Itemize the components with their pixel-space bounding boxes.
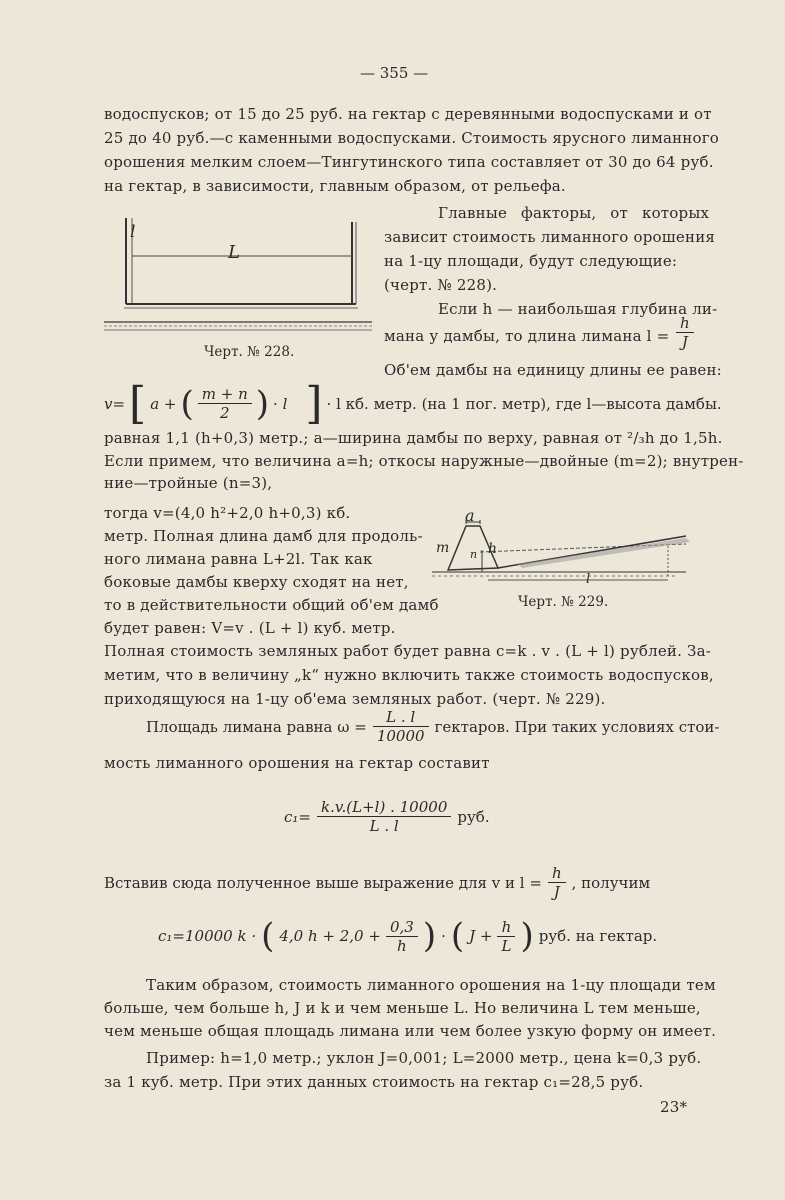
- fraction-denominator: L . l: [369, 817, 399, 835]
- text-line: мость лиманного орошения на гектар составит: [104, 754, 490, 772]
- formula-a: a +: [150, 394, 177, 413]
- page-number: — 355 —: [360, 64, 429, 82]
- figure-229-caption: Черт. № 229.: [518, 594, 609, 610]
- figure-228-caption: Черт. № 228.: [204, 344, 295, 360]
- text-line: Если примем, что величина a=h; откосы наружные—двойные (m=2); внутрен-: [104, 452, 744, 470]
- text-line: Об'ем дамбы на единицу длины ее равен:: [384, 361, 722, 379]
- text-line: , получим: [571, 873, 651, 892]
- formula-lhs: c₁=10000 k ·: [158, 927, 257, 945]
- text-line: за 1 куб. метр. При этих данных стоимость на гектар c₁=28,5 руб.: [104, 1073, 644, 1091]
- formula-final-cost: c₁=10000 k · ( 4,0 h + 2,0 + $\frac{0,3}{h}$ ) · ( J + $\frac{h}{L}$ ) руб. на гектар.: [158, 916, 658, 956]
- text-line: Площадь лимана равна ω =: [146, 717, 367, 736]
- fraction-numerator: h: [548, 864, 566, 883]
- text-line: зависит стоимость лиманного орошения: [384, 228, 716, 246]
- figure-229-label-h: h: [488, 541, 498, 557]
- text-line: чем меньше общая площадь лимана или чем более узкую форму он имеет.: [104, 1022, 717, 1040]
- formula-part: J +: [469, 927, 493, 945]
- formula-area: [146, 708, 720, 745]
- text-line: равная 1,1 (h+0,3) метр.; a—ширина дамбы по верху, равная от ²/₃h до 1,5h.: [104, 429, 723, 447]
- text-line: то в действительности общий об'ем дамб: [104, 596, 439, 614]
- formula-substitution: [104, 864, 650, 901]
- fraction-numerator: L . l: [373, 708, 429, 727]
- signature-mark: 23*: [660, 1098, 688, 1116]
- text-line: приходящуюся на 1-цу об'ема земляных работ. (черт. № 229).: [104, 690, 606, 708]
- formula-part: 4,0 h + 2,0 +: [279, 927, 381, 945]
- text-line: метим, что в величину „k“ нужно включить также стоимость водоспусков,: [104, 666, 714, 684]
- text-line: Пример: h=1,0 метр.; уклон J=0,001; L=2000 метр., цена k=0,3 руб.: [146, 1049, 702, 1067]
- text-line: на гектар, в зависимости, главным образом, от рельефа.: [104, 177, 566, 195]
- text-line: тогда v=(4,0 h²+2,0 h+0,3) кб.: [104, 504, 351, 522]
- fraction-numerator: h: [676, 314, 694, 333]
- fraction-denominator: 2: [219, 404, 230, 422]
- figure-228-label-L: L: [228, 242, 240, 263]
- text-line: водоспусков; от 15 до 25 руб. на гектар с деревянными водоспусками и от: [104, 105, 712, 123]
- figure-229-label-l: l: [586, 572, 591, 587]
- fraction-denominator: L: [501, 936, 512, 955]
- formula-dot: ·: [441, 927, 446, 945]
- text-line: (черт. № 228).: [384, 276, 498, 294]
- fraction-denominator: 10000: [376, 727, 425, 745]
- figure-228-drawing: [104, 212, 384, 342]
- figure-229-label-a: a: [465, 506, 475, 525]
- text-line: больше, чем больше h, J и k и чем меньше L. Но величина L тем меньше,: [104, 999, 701, 1017]
- fraction-numerator: h: [497, 918, 515, 937]
- text-line: ного лимана равна L+2l. Так как: [104, 550, 373, 568]
- text-line: на 1-цу площади, будут следующие:: [384, 252, 678, 270]
- fraction-denominator: h: [397, 936, 407, 955]
- text-line: Если h — наибольшая глубина ли-: [438, 300, 718, 318]
- text-line: ние—тройные (n=3),: [104, 474, 273, 492]
- fraction-numerator: 0,3: [386, 918, 418, 937]
- text-line: орошения мелким слоем—Тингутинского типа составляет от 30 до 64 руб.: [104, 153, 714, 171]
- formula-v: v=: [104, 394, 126, 413]
- formula-unit: руб. на гектар.: [538, 927, 658, 945]
- text-line: гектаров. При таких условиях стои-: [434, 717, 720, 736]
- fraction-denominator: J: [553, 883, 560, 901]
- text-line: метр. Полная длина дамб для продоль-: [104, 527, 423, 545]
- fraction-numerator: k.v.(L+l) . 10000: [317, 798, 451, 817]
- formula-lhs: c₁=: [284, 807, 311, 826]
- figure-228-label-l: l: [130, 222, 136, 242]
- text-line: 25 до 40 руб.—с каменными водоспусками. Стоимость ярусного лиманного: [104, 129, 720, 147]
- formula-dot-l: · l: [273, 394, 288, 413]
- text-line: Таким образом, стоимость лиманного орошения на 1-цу площади тем: [146, 976, 716, 994]
- text-line: мана у дамбы, то длина лимана l =: [384, 327, 670, 345]
- text-line: Полная стоимость земляных работ будет равна c=k . v . (L + l) рублей. За-: [104, 642, 711, 660]
- formula-volume: v= [ a + ( $\frac{m + n}{2}$ ) · l ] · l кб. метр. (на 1 пог. метр), где l—высота дамбы.: [104, 378, 722, 429]
- formula-cost-per-hectare: [284, 798, 490, 835]
- figure-229-label-n: n: [470, 548, 478, 561]
- formula-unit: руб.: [457, 807, 490, 826]
- text-line: боковые дамбы кверху сходят на нет,: [104, 573, 409, 591]
- fraction-denominator: J: [681, 333, 688, 351]
- text-line: Вставив сюда полученное выше выражение для v и l =: [104, 873, 542, 892]
- fraction-numerator: m + n: [198, 385, 252, 404]
- text-line: Главные факторы, от которых: [438, 204, 710, 222]
- figure-229-label-m: m: [436, 540, 450, 556]
- formula-tail: · l кб. метр. (на 1 пог. метр), где l—высота дамбы.: [326, 394, 722, 413]
- text-line: будет равен: V=v . (L + l) куб. метр.: [104, 619, 396, 637]
